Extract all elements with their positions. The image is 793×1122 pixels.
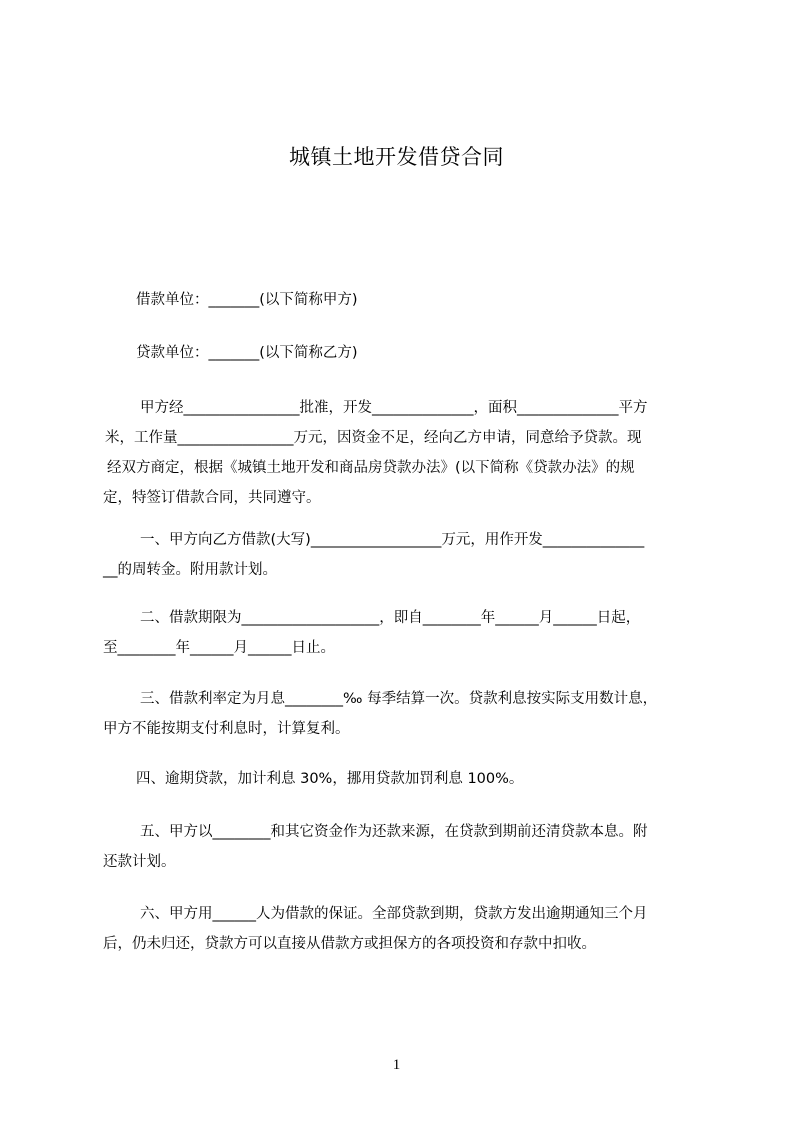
clause-2-line-2: 至________年______月______日止。 bbox=[103, 640, 335, 656]
lender-paragraph bbox=[103, 338, 701, 368]
preamble-line-1: 甲方经________________批准，开发______________，面积______________平方 bbox=[140, 400, 648, 416]
borrower-line: 借款单位：_______(以下简称甲方) bbox=[136, 292, 358, 308]
preamble-line-4: 定，特签订借款合同，共同遵守。 bbox=[103, 490, 321, 506]
clause-6-line-2: 后，仍未归还，贷款方可以直接从借款方或担保方的各项投资和存款中扣收。 bbox=[103, 936, 596, 952]
lender-line: 贷款单位：_______(以下简称乙方) bbox=[136, 345, 358, 361]
clause-1-line-2: __的周转金。附用款计划。 bbox=[103, 562, 277, 578]
clause-2 bbox=[103, 603, 701, 663]
preamble-paragraph bbox=[103, 393, 701, 513]
clause-5 bbox=[103, 817, 701, 877]
clause-6-line-1: 六、甲方用______人为借款的保证。全部贷款到期，贷款方发出逾期通知三个月 bbox=[140, 906, 648, 922]
clause-1 bbox=[103, 525, 701, 585]
clause-6 bbox=[103, 899, 701, 959]
clause-3-line-1: 三、借款利率定为月息________‰ 每季结算一次。贷款利息按实际支用数计息， bbox=[140, 691, 658, 707]
clause-5-line-2: 还款计划。 bbox=[103, 854, 176, 870]
preamble-line-3: 经双方商定，根据《城镇土地开发和商品房贷款办法》(以下简称《贷款办法》的规 bbox=[107, 460, 635, 476]
clause-3-line-2: 甲方不能按期支付利息时，计算复利。 bbox=[103, 721, 350, 737]
preamble-line-2: 米，工作量________________万元，因资金不足，经向乙方申请，同意给予贷款。现 bbox=[105, 430, 642, 446]
clause-2-line-1: 二、借款期限为___________________，即自________年______月______日起， bbox=[140, 610, 641, 626]
document-title: 城镇土地开发借贷合同 bbox=[289, 145, 504, 169]
clause-3 bbox=[103, 684, 701, 744]
clause-4 bbox=[103, 764, 701, 794]
borrower-paragraph bbox=[103, 285, 701, 315]
clause-4-line-1: 四、逾期贷款，加计利息 30%，挪用贷款加罚利息 100%。 bbox=[136, 771, 524, 787]
page-number: 1 bbox=[392, 1057, 401, 1073]
clause-5-line-1: 五、甲方以________和其它资金作为还款来源，在贷款到期前还清贷款本息。附 bbox=[140, 824, 648, 840]
clause-1-line-1: 一、甲方向乙方借款(大写)__________________万元，用作开发______________ bbox=[140, 532, 645, 548]
